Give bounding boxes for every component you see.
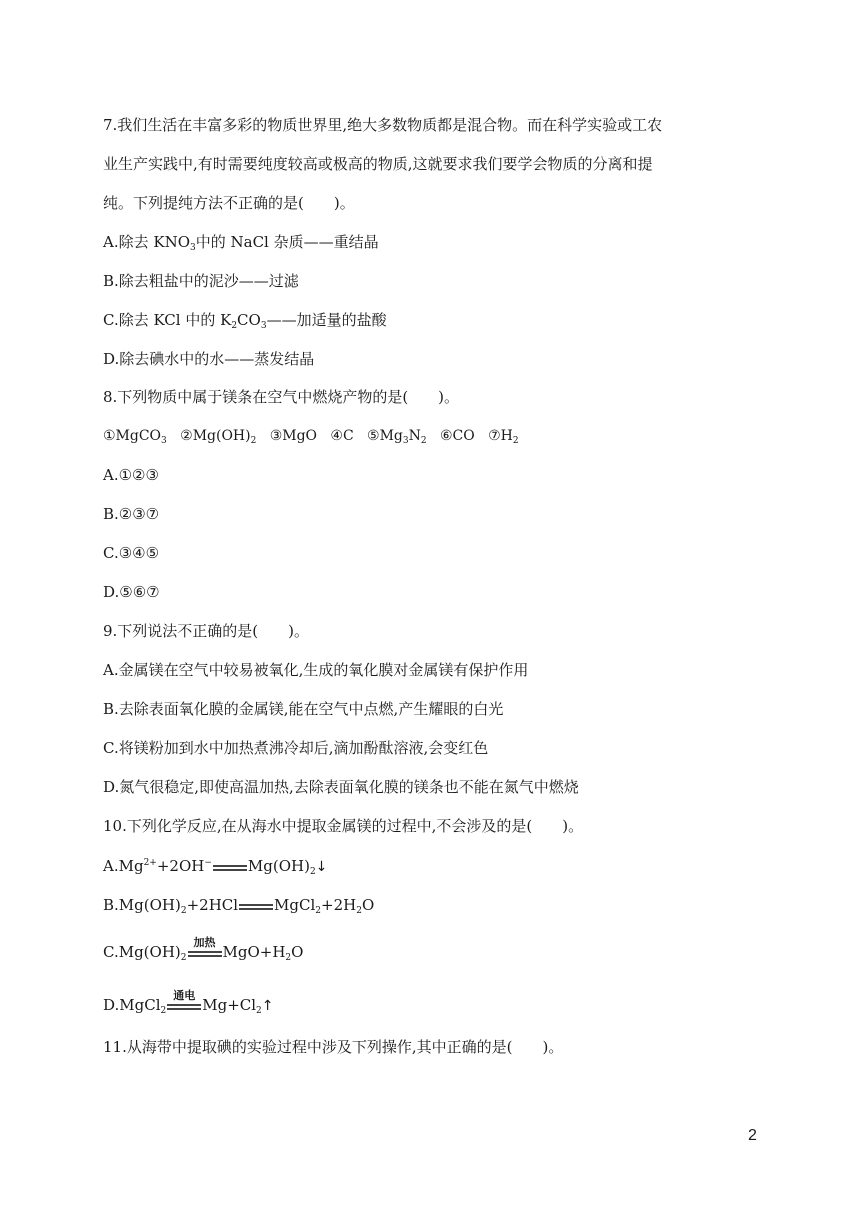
- equals-sign-icon: [213, 860, 247, 874]
- q8-item-3: ③MgO: [269, 428, 318, 444]
- electrolysis-condition: 通电: [167, 999, 201, 1013]
- q7-option-a: A.除去 $KNO_3$中的 NaCl 杂质——重结晶: [103, 233, 379, 253]
- q10-stem: 10.下列化学反应,在从海水中提取金属镁的过程中,不会涉及的是( )。: [103, 817, 584, 835]
- q8-item-1: ①MgCO$_3$: [103, 428, 167, 446]
- q8-option-a: A.①②③: [103, 466, 159, 484]
- q9-option-d: D.氮气很稳定,即使高温加热,去除表面氧化膜的镁条也不能在氮气中燃烧: [103, 778, 579, 796]
- q10-option-b: $B.Mg(OH)_2+2HCl$ $MgCl_2+2H_2O$: [103, 896, 375, 916]
- q8-item-5: $⑤Mg_3N_2$: [367, 428, 427, 446]
- page-number: 2: [748, 1127, 757, 1144]
- q7-stem-line3: 纯。下列提纯方法不正确的是( )。: [103, 194, 355, 212]
- gas-arrow-icon: ↑: [261, 998, 274, 1014]
- q7-stem-line2: 业生产实践中,有时需要纯度较高或极高的物质,这就要求我们要学会物质的分离和提: [103, 155, 653, 173]
- q10-option-d: D.MgCl$_2$ 通电 $Mg+Cl_2↑$: [103, 989, 274, 1016]
- q7-option-c: C.除去 KCl 中的 $K_2CO_3——$加适量的盐酸: [103, 311, 387, 331]
- q10-option-a: $A.Mg^{2+}+2OH^-$ $Mg(OH)_2↓$: [103, 857, 328, 877]
- q9-option-c: C.将镁粉加到水中加热煮沸冷却后,滴加酚酞溶液,会变红色: [103, 739, 489, 757]
- q10-option-c: $C.Mg(OH)_2$ 加热 $MgO+H_2O$: [103, 936, 304, 963]
- q9-option-a: A.金属镁在空气中较易被氧化,生成的氧化膜对金属镁有保护作用: [103, 661, 529, 679]
- q8-item-6: ⑥CO: [439, 428, 475, 444]
- q8-stem: 8.下列物质中属于镁条在空气中燃烧产物的是( )。: [103, 388, 460, 406]
- q7-stem-line1: 7.我们生活在丰富多彩的物质世界里,绝大多数物质都是混合物。而在科学实验或工农: [103, 116, 663, 134]
- q8-item-7: $⑦H_2$: [488, 428, 519, 446]
- heating-condition: 加热: [188, 946, 222, 960]
- q8-option-c: C.③④⑤: [103, 544, 160, 562]
- q8-item-4: ④C: [330, 428, 354, 444]
- q8-item-2: $②Mg(OH)_2$: [180, 428, 257, 446]
- precipitate-arrow-icon: ↓: [315, 859, 328, 875]
- q7-option-d: D.除去碘水中的水——蒸发结晶: [103, 350, 315, 368]
- equals-sign-icon: [239, 899, 273, 913]
- q8-option-d: D.⑤⑥⑦: [103, 583, 160, 601]
- q8-substance-list: [103, 425, 519, 447]
- q7-option-b: B.除去粗盐中的泥沙——过滤: [103, 272, 299, 290]
- q8-option-b: B.②③⑦: [103, 505, 160, 523]
- q11-stem: 11.从海带中提取碘的实验过程中涉及下列操作,其中正确的是( )。: [103, 1038, 564, 1056]
- q9-stem: 9.下列说法不正确的是( )。: [103, 622, 310, 640]
- q9-option-b: B.去除表面氧化膜的金属镁,能在空气中点燃,产生耀眼的白光: [103, 700, 504, 718]
